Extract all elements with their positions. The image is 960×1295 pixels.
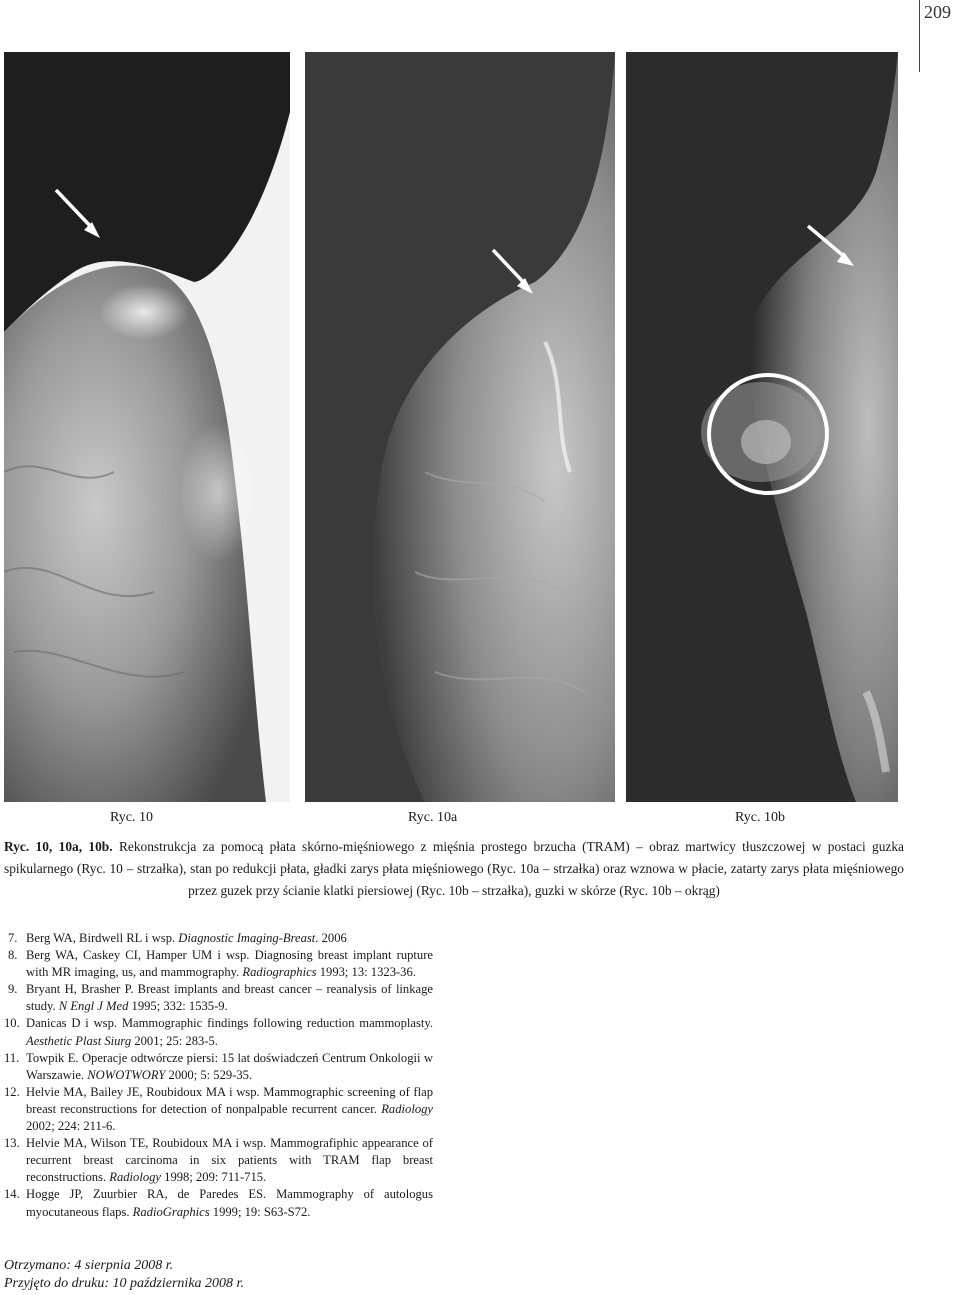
figure-caption (4, 836, 904, 902)
mammogram-image-10 (4, 52, 290, 802)
reference-item: 8. Berg WA, Caskey CI, Hamper UM i wsp. Diagnosing breast implant rupture with MR imaging, us, and mammography. Radiographics 1993; 13: 1323-36. (8, 948, 433, 980)
figure-label-10: Ryc. 10 (110, 810, 153, 825)
page-number: 209 (924, 0, 960, 74)
reference-item: 12. Helvie MA, Bailey JE, Roubidoux MA i wsp. Mammographic screening of flap breast reconstructions for detection of nonpalpable recurrent cancer. Radiology 2002; 224: 211-6. (4, 1084, 433, 1134)
mammogram-image-10b (626, 52, 898, 802)
figure-label-10a: Ryc. 10a (408, 810, 458, 825)
reference-item: 14. Hogge JP, Zuurbier RA, de Paredes ES. Mammography of autologus myocutaneous flaps. RadioGraphics 1999; 19: S63-S72. (4, 1187, 433, 1219)
reference-item: 13. Helvie MA, Wilson TE, Roubidoux MA i wsp. Mammografiphic appearance of recurrent breast carcinoma in six patients with TRAM flap breast reconstructions. Radiology 1998; 209: 711-715. (4, 1136, 433, 1185)
caption-lead: Ryc. 10, 10a, 10b. (4, 839, 113, 854)
submission-dates (4, 1257, 244, 1293)
received-date: Otrzymano: 4 sierpnia 2008 r. (4, 1258, 174, 1273)
reference-item: 7. Berg WA, Birdwell RL i wsp. Diagnostic Imaging-Breast. 2006 (8, 931, 347, 945)
mammogram-image-10a (305, 52, 615, 802)
reference-item: 9. Bryant H, Brasher P. Breast implants and breast cancer – reanalysis of linkage study. N Engl J Med 1995; 332: 1535-9. (8, 982, 434, 1014)
reference-list (4, 930, 434, 1221)
figure-label-10b: Ryc. 10b (735, 810, 785, 825)
reference-item: 10. Danicas D i wsp. Mammographic findings following reduction mammoplasty. Aesthetic Plast Siurg 2001; 25: 283-5. (4, 1016, 433, 1048)
accepted-date: Przyjęto do druku: 10 października 2008 r. (4, 1276, 244, 1291)
caption-text: Rekonstrukcja za pomocą płata skórno-mięśniowego z mięśnia prostego brzucha (TRAM) – obraz martwicy tłuszczowej w postaci guzka spikularnego (Ryc. 10 – strzałka), stan po redukcji płata, gładki zarys płata mięśniowego (Ryc. 10a – strzałka) oraz wznowa w płacie, zatarty zarys płata mięśniowego przez guzek przy ścianie klatki piersiowej (Ryc. 10b – strzałka), guzki w skórze (Ryc. 10b – okrąg) (4, 839, 905, 898)
reference-item: 11. Towpik E. Operacje odtwórcze piersi: 15 lat doświadczeń Centrum Onkologii w Warszawie. NOWOTWORY 2000; 5: 529-35. (4, 1050, 433, 1082)
